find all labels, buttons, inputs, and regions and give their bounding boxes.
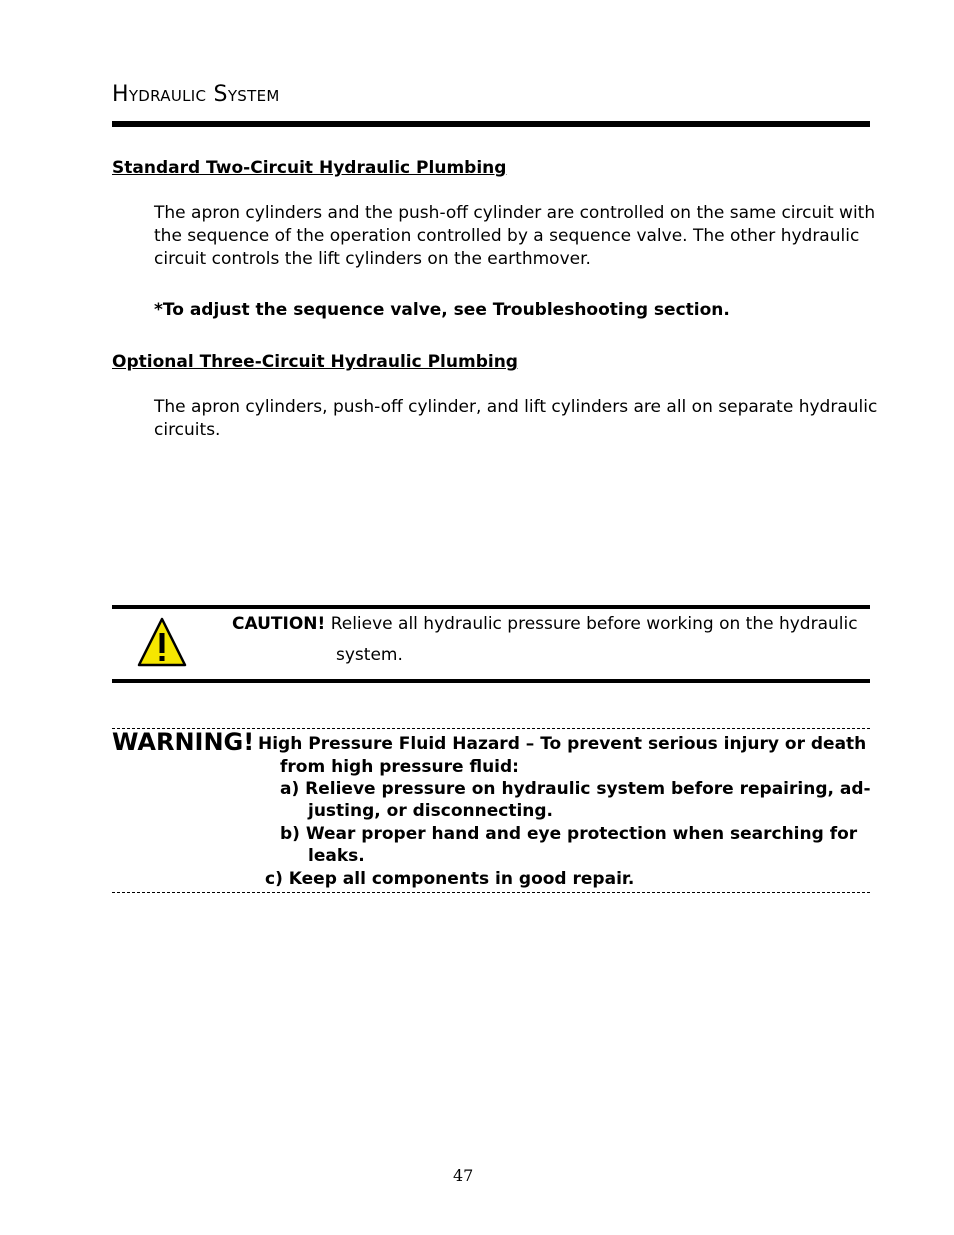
optional-line: circuits. bbox=[154, 420, 221, 440]
caution-line-2: system. bbox=[336, 645, 403, 665]
page-title: Hydraulic System bbox=[112, 82, 280, 107]
warning-item-b: b) Wear proper hand and eye protection when searching for bbox=[280, 824, 858, 844]
warning-item-b-cont: leaks. bbox=[308, 846, 365, 866]
caution-bottom-rule bbox=[112, 679, 870, 683]
caution-label: CAUTION! bbox=[232, 614, 326, 634]
optional-line: The apron cylinders, push-off cylinder, and lift cylinders are all on separate hydraulic bbox=[154, 397, 878, 417]
caution-line-1 bbox=[232, 613, 858, 636]
warning-label: WARNING! bbox=[112, 728, 255, 756]
warning-line-1: High Pressure Fluid Hazard – To prevent serious injury or death bbox=[258, 734, 867, 754]
title-rule bbox=[112, 121, 870, 127]
standard-heading: Standard Two-Circuit Hydraulic Plumbing bbox=[112, 158, 507, 178]
warning-triangle-icon bbox=[136, 616, 188, 668]
standard-paragraph bbox=[154, 202, 875, 271]
standard-line: circuit controls the lift cylinders on the earthmover. bbox=[154, 249, 591, 269]
warning-line-2: from high pressure fluid: bbox=[280, 757, 519, 777]
page-number: 47 bbox=[453, 1166, 474, 1185]
warning-item-a: a) Relieve pressure on hydraulic system before repairing, ad- bbox=[280, 779, 871, 799]
caution-text: Relieve all hydraulic pressure before working on the hydraulic bbox=[330, 614, 858, 634]
caution-top-rule bbox=[112, 605, 870, 609]
sequence-valve-note: *To adjust the sequence valve, see Troubleshooting section. bbox=[154, 300, 730, 320]
optional-heading: Optional Three-Circuit Hydraulic Plumbing bbox=[112, 352, 518, 372]
warning-item-c: c) Keep all components in good repair. bbox=[265, 869, 635, 889]
warning-item-a-cont: justing, or disconnecting. bbox=[308, 801, 553, 821]
standard-line: the sequence of the operation controlled by a sequence valve. The other hydraulic bbox=[154, 226, 860, 246]
standard-line: The apron cylinders and the push-off cylinder are controlled on the same circuit with bbox=[154, 203, 876, 223]
optional-paragraph bbox=[154, 396, 877, 442]
warning-bottom-rule bbox=[112, 892, 870, 893]
